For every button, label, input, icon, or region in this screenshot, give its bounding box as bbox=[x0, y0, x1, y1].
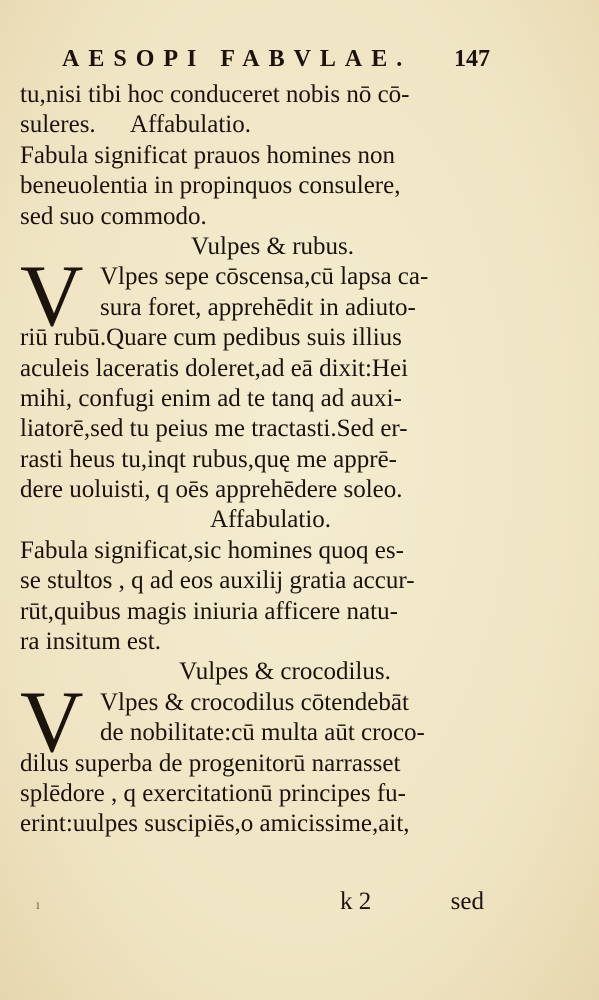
text-line: erint:uulpes suscipiēs,o amicissime,ait, bbox=[20, 810, 410, 838]
text-line: sed suo commodo. bbox=[20, 202, 207, 230]
text-line: dere uoluisti, q oēs apprehēdere soleo. bbox=[20, 476, 403, 504]
text-fragment: suleres. bbox=[20, 111, 96, 139]
text-line: rasti heus tu,inqt rubus,quę me apprē- bbox=[20, 445, 397, 473]
text-line: de nobilitate:cū multa aūt croco- bbox=[100, 719, 425, 747]
text-block bbox=[20, 80, 490, 840]
text-line: rūt,quibus magis iniuria afficere natu- bbox=[20, 597, 398, 625]
text-line: liatorē,sed tu peius me tractasti.Sed er- bbox=[20, 415, 408, 443]
drop-cap: V bbox=[20, 673, 84, 771]
drop-cap: V bbox=[20, 248, 84, 346]
text-line: Fabula significat,sic homines quoq es- bbox=[20, 536, 404, 564]
fable-title: Vulpes & crocodilus. bbox=[179, 658, 391, 686]
text-line: riū rubū.Quare cum pedibus suis illius bbox=[20, 324, 402, 352]
text-line bbox=[20, 110, 490, 140]
catchline bbox=[20, 885, 490, 919]
text-line: dilus superba de progenitorū narrasset bbox=[20, 749, 401, 777]
fable-title: Vulpes & rubus. bbox=[190, 232, 355, 260]
text-line: aculeis laceratis doleret,ad eā dixit:Hei bbox=[20, 354, 409, 382]
text-line: Fabula significat prauos homines non bbox=[20, 141, 395, 169]
text-line: mihi, confugi enim ad te tanq ad auxi- bbox=[20, 384, 402, 412]
signature-mark: k 2 bbox=[340, 888, 372, 915]
text-line: tu,nisi tibi hoc conduceret nobis nō cō- bbox=[20, 81, 410, 108]
text-line: beneuolentia in propinquos consulere, bbox=[20, 172, 401, 200]
text-line: sura foret, apprehēdit in adiuto- bbox=[100, 293, 416, 321]
text-line: ra insitum est. bbox=[20, 628, 161, 656]
moral-heading: Affabulatio. bbox=[210, 506, 332, 534]
text-line: se stultos , q ad eos auxilij gratia accur- bbox=[20, 567, 415, 595]
catchword: sed bbox=[450, 888, 484, 915]
running-header bbox=[62, 46, 490, 73]
text-line: splēdore , q exercitationū principes fu- bbox=[20, 779, 406, 807]
text-line: Vlpes & crocodilus cōtendebāt bbox=[100, 688, 409, 716]
moral-heading: Affabulatio. bbox=[129, 111, 251, 139]
page-number: 147 bbox=[454, 46, 490, 72]
text-line: Vlpes sepe cōscensa,cū lapsa ca- bbox=[100, 263, 429, 291]
running-title: AESOPI FABVLAE. bbox=[62, 46, 412, 72]
margin-mark: ı bbox=[36, 898, 40, 913]
